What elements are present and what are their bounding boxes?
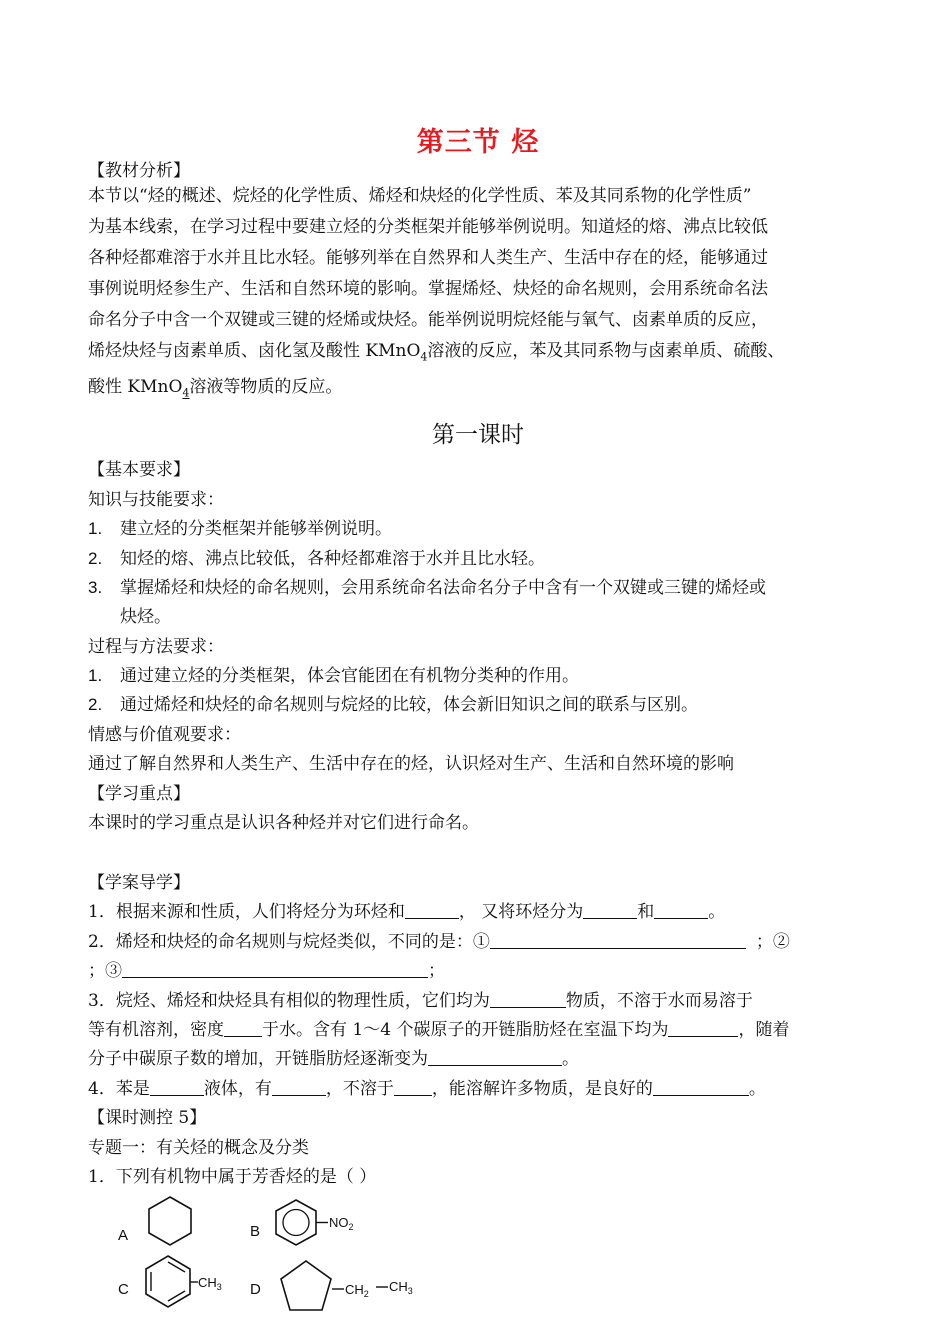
knowledge-label: 知识与技能要求： <box>88 490 224 510</box>
guide-heading: 【学案导学】 <box>88 873 190 893</box>
guide-question-4: 4．苯是 液体，有 ，不溶于 ，能溶解许多物质，是良好的 。 <box>88 1079 766 1099</box>
fill-blank[interactable] <box>653 1077 749 1096</box>
process-label: 过程与方法要求： <box>88 637 224 657</box>
fill-blank[interactable] <box>394 1077 432 1096</box>
knowledge-item: 2. 知烃的熔、沸点比较低，各种烃都难溶于水并且比水轻。 <box>88 549 545 569</box>
fill-blank[interactable] <box>122 959 428 978</box>
cyclohexane-structure <box>140 1193 200 1253</box>
focus-text: 本课时的学习重点是认识各种烃并对它们进行命名。 <box>88 813 479 833</box>
toluene-structure <box>140 1252 240 1314</box>
analysis-line: 酸性 KMnO$_4$溶液等物质的反应。 <box>88 377 343 400</box>
basic-heading: 【基本要求】 <box>88 460 190 480</box>
ethyl-group-label: $CH_2$ <box>345 1282 369 1299</box>
test-heading: 【课时测控 5】 <box>88 1108 207 1128</box>
fill-blank[interactable] <box>490 989 566 1008</box>
guide-question-3-cont: 等有机溶剂，密度 于水。含有 1～4 个碳原子的开链脂肪烃在室温下均为 ，随着 <box>88 1020 790 1040</box>
guide-question-3: 3．烷烃、烯烃和炔烃具有相似的物理性质，它们均为 物质，不溶于水而易溶于 <box>88 991 753 1011</box>
analysis-line: 为基本线索，在学习过程中要建立烃的分类框架并能够举例说明。知道烃的熔、沸点比较低 <box>88 217 768 237</box>
fill-blank[interactable] <box>224 1018 262 1037</box>
analysis-line: 本节以“烃的概述、烷烃的化学性质、烯烃和炔烃的化学性质、苯及其同系物的化学性质” <box>88 186 752 206</box>
emotion-label: 情感与价值观要求： <box>88 725 241 745</box>
option-label-a[interactable]: A <box>118 1227 129 1244</box>
analysis-heading: 【教材分析】 <box>88 161 190 181</box>
methyl-group-label: $CH_3$ <box>198 1275 222 1292</box>
nitrobenzene-structure <box>272 1197 372 1253</box>
fill-blank[interactable] <box>272 1077 326 1096</box>
option-label-c[interactable]: C <box>118 1281 129 1298</box>
fill-blank[interactable] <box>668 1018 738 1037</box>
ethylcyclopentane-structure <box>276 1258 446 1318</box>
focus-heading: 【学习重点】 <box>88 784 190 804</box>
fill-blank[interactable] <box>583 900 637 919</box>
knowledge-item: 3. 掌握烯烃和炔烃的命名规则，会用系统命名法命名分子中含有一个双键或三键的烯烃或 <box>88 578 766 598</box>
option-label-b[interactable]: B <box>250 1223 261 1240</box>
option-label-d[interactable]: D <box>250 1281 261 1298</box>
terminal-methyl-label: $CH_3$ <box>389 1279 413 1296</box>
fill-blank[interactable] <box>490 930 746 949</box>
fill-blank[interactable] <box>150 1077 204 1096</box>
emotion-text: 通过了解自然界和人类生产、生活中存在的烃，认识烃对生产、生活和自然环境的影响 <box>88 754 734 774</box>
test-topic: 专题一：有关烃的概念及分类 <box>88 1138 309 1158</box>
guide-question-3-cont: 分子中碳原子数的增加，开链脂肪烃逐渐变为 。 <box>88 1049 579 1069</box>
fill-blank[interactable] <box>405 900 459 919</box>
process-item: 2. 通过烯烃和炔烃的命名规则与烷烃的比较，体会新旧知识之间的联系与区别。 <box>88 695 698 715</box>
knowledge-item: 1. 建立烃的分类框架并能够举例说明。 <box>88 519 392 539</box>
guide-question-2: 2．烯烃和炔烃的命名规则与烷烃类似，不同的是：① ；② <box>88 932 790 952</box>
fill-blank[interactable] <box>654 900 708 919</box>
lesson-title: 第一课时 <box>432 422 524 448</box>
test-question-1: 1．下列有机物中属于芳香烃的是（ ） <box>88 1167 377 1187</box>
analysis-line: 事例说明烃参生产、生活和自然环境的影响。掌握烯烃、炔烃的命名规则，会用系统命名法 <box>88 279 768 299</box>
nitro-group-label: $NO_2$ <box>329 1215 354 1232</box>
page-title: 第三节 烃 <box>416 127 540 158</box>
fill-blank[interactable] <box>428 1047 562 1066</box>
process-item: 1. 通过建立烃的分类框架，体会官能团在有机物分类种的作用。 <box>88 666 579 686</box>
analysis-paragraph <box>88 181 868 409</box>
analysis-line: 各种烃都难溶于水并且比水轻。能够列举在自然界和人类生产、生活中存在的烃，能够通过 <box>88 248 768 268</box>
guide-question-1: 1．根据来源和性质，人们将烃分为环烃和 ， 又将环烃分为 和 。 <box>88 902 726 922</box>
analysis-line: 命名分子中含一个双键或三键的烃烯或炔烃。能举例说明烷烃能与氧气、卤素单质的反应， <box>88 310 768 330</box>
analysis-line: 烯烃炔烃与卤素单质、卤化氢及酸性 KMnO$_4$溶液的反应，苯及其同系物与卤素单质、硫酸、 <box>88 341 785 364</box>
knowledge-item-continuation: 炔烃。 <box>120 607 171 627</box>
guide-question-2-cont: ；③ ； <box>88 961 445 981</box>
